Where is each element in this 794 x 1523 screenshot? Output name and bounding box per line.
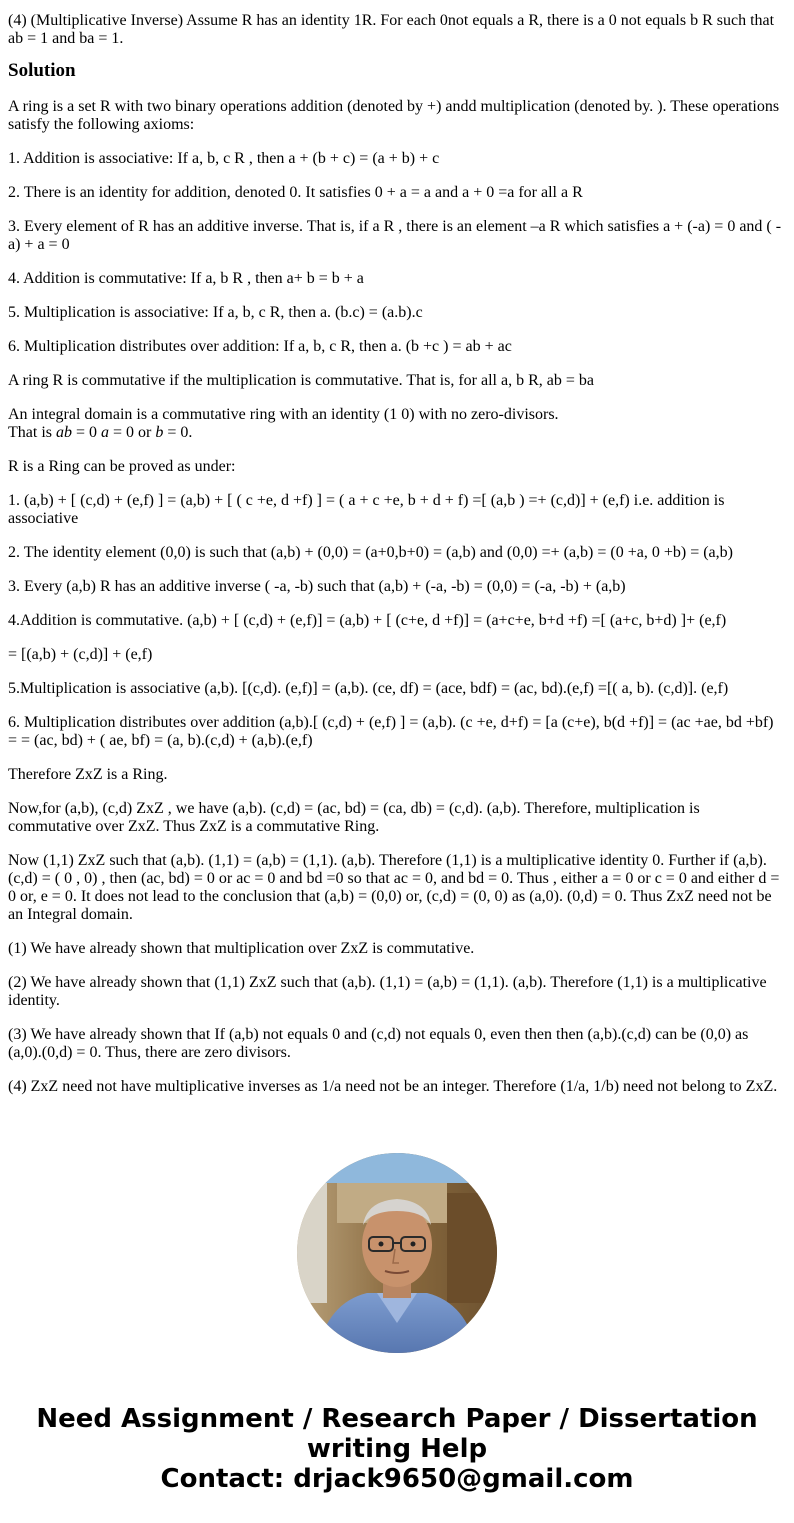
- paragraph: 6. Multiplication distributes over addition (a,b).[ (c,d) + (e,f) ] = (a,b). (c +e, d+f) = [a (c+e), b(d +f)] = (ac +ae, bd +bf) = = (ac, bd) + ( ae, bf) = (a, b).(c,d) + (a,b).(e,f): [8, 714, 774, 749]
- paragraph: 5. Multiplication is associative: If a, b, c R, then a. (b.c) = (a.b).c: [8, 304, 423, 321]
- paragraph: 4.Addition is commutative. (a,b) + [ (c,d) + (e,f)] = (a,b) + [ (c+e, d +f)] = (a+c+e, b+d +f) =[ (a+c, b+d) ]+ (e,f): [8, 612, 727, 629]
- math-var: ab: [56, 424, 72, 441]
- solution-heading: Solution: [8, 60, 76, 81]
- banner-contact-email: Contact: drjack9650@gmail.com: [160, 1464, 634, 1494]
- paragraph: 3. Every (a,b) R has an additive inverse ( -a, -b) such that (a,b) + (-a, -b) = (0,0) = (-a, -b) + (a,b): [8, 578, 626, 595]
- text-fragment: = 0 or: [109, 424, 156, 441]
- paragraph: Now (1,1) ZxZ such that (a,b). (1,1) = (a,b) = (1,1). (a,b). Therefore (1,1) is a multiplicative identity 0. Further if (a,b).(c,d) = ( 0 , 0) , then (ac, bd) = 0 or ac = 0 and bd =0 so that ac = 0, and bd = 0. Thus , either a = 0 or c = 0 and either d = 0 or, e = 0. It does not lead to the conclusion that (a,b) = (0,0) or, (c,d) = (0, 0) as (a,0). (0,d) = 0. Thus ZxZ need not be an Integral domain.: [8, 852, 780, 923]
- integral-domain-line2: [8, 424, 192, 441]
- banner-headline: Need Assignment / Research Paper / Dissertation writing Help: [36, 1404, 758, 1464]
- paragraph: R is a Ring can be proved as under:: [8, 458, 236, 475]
- paragraph: 2. The identity element (0,0) is such that (a,b) + (0,0) = (a+0,b+0) = (a,b) and (0,0) =+ (a,b) = (0 +a, 0 +b) = (a,b): [8, 544, 733, 561]
- intro-text: (4) (Multiplicative Inverse) Assume R has an identity 1R. For each 0not equals a R, there is a 0 not equals b R such that ab = 1 and ba = 1.: [8, 12, 775, 47]
- math-var: b: [155, 424, 164, 441]
- paragraph: A ring is a set R with two binary operations addition (denoted by +) andd multiplication (denoted by. ). These operations satisfy the following axioms:: [8, 98, 780, 133]
- paragraph: A ring R is commutative if the multiplication is commutative. That is, for all a, b R, ab = ba: [8, 372, 594, 389]
- paragraph: Therefore ZxZ is a Ring.: [8, 766, 168, 783]
- paragraph: 5.Multiplication is associative (a,b). [(c,d). (e,f)] = (a,b). (ce, df) = (ace, bdf) = (ac, bd).(e,f) =[( a, b). (c,d)]. (e,f): [8, 680, 729, 697]
- paragraph: 1. (a,b) + [ (c,d) + (e,f) ] = (a,b) + [ ( c +e, d +f) ] = ( a + c +e, b + d + f) =[ (a,b ) =+ (c,d)] + (e,f) i.e. addition is associative: [8, 492, 725, 527]
- paragraph: Now,for (a,b), (c,d) ZxZ , we have (a,b). (c,d) = (ac, bd) = (ca, db) = (c,d). (a,b). Therefore, multiplication is commutative over ZxZ. Thus ZxZ is a commutative Ring.: [8, 800, 700, 835]
- math-var: a: [101, 424, 110, 441]
- author-photo: [297, 1153, 497, 1353]
- integral-domain-definition: [8, 406, 786, 442]
- contact-banner: [0, 1404, 794, 1494]
- paragraph: = [(a,b) + (c,d)] + (e,f): [8, 646, 153, 663]
- paragraph: (3) We have already shown that If (a,b) not equals 0 and (c,d) not equals 0, even then then (a,b).(c,d) can be (0,0) as (a,0).(0,d) = 0. Thus, there are zero divisors.: [8, 1026, 749, 1061]
- paragraph: (1) We have already shown that multiplication over ZxZ is commutative.: [8, 940, 475, 957]
- paragraph: 1. Addition is associative: If a, b, c R , then a + (b + c) = (a + b) + c: [8, 150, 440, 167]
- paragraph: (4) ZxZ need not have multiplicative inverses as 1/a need not be an integer. Therefore (1/a, 1/b) need not belong to ZxZ.: [8, 1078, 778, 1095]
- paragraph: 4. Addition is commutative: If a, b R , then a+ b = b + a: [8, 270, 364, 287]
- text-fragment: = 0.: [163, 424, 193, 441]
- paragraph: (2) We have already shown that (1,1) ZxZ such that (a,b). (1,1) = (a,b) = (1,1). (a,b). Therefore (1,1) is a multiplicative identity.: [8, 974, 767, 1009]
- text-fragment: = 0: [72, 424, 102, 441]
- paragraph: 2. There is an identity for addition, denoted 0. It satisfies 0 + a = a and a + 0 =a for all a R: [8, 184, 583, 201]
- paragraph: 3. Every element of R has an additive inverse. That is, if a R , there is an element –a R which satisfies a + (-a) = 0 and ( -a) + a = 0: [8, 218, 782, 253]
- document-body: [8, 12, 786, 1112]
- text-fragment: That is: [8, 424, 56, 441]
- integral-domain-line1: An integral domain is a commutative ring with an identity (1 0) with no zero-divisors.: [8, 406, 559, 423]
- portrait-illustration: [297, 1153, 497, 1353]
- paragraph: 6. Multiplication distributes over addition: If a, b, c R, then a. (b +c ) = ab + ac: [8, 338, 512, 355]
